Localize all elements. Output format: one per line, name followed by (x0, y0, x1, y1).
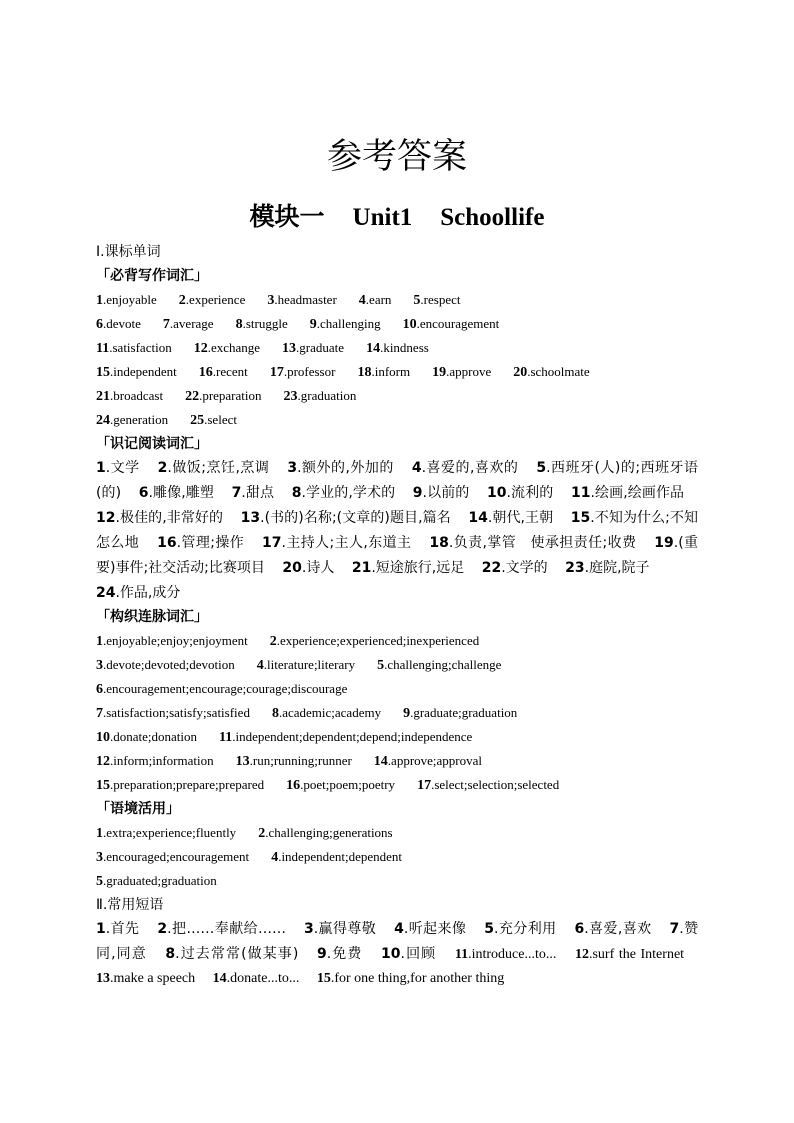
item-number: 9 (412, 485, 423, 501)
item-number: 10 (381, 946, 401, 962)
item-number: 4 (256, 658, 264, 673)
answer-item (417, 777, 559, 792)
item-answer: .enjoyable (103, 292, 157, 307)
answer-line (96, 653, 698, 677)
item-number: 7 (162, 317, 170, 332)
answer-item (96, 633, 248, 648)
answer-line (96, 312, 698, 336)
answer-item (139, 485, 214, 501)
item-answer: .回顾 (400, 946, 437, 962)
item-answer: .绘画,绘画作品 (590, 485, 685, 501)
item-answer: .喜爱的,喜欢的 (421, 460, 519, 476)
item-answer: .极佳的,非常好的 (115, 510, 224, 526)
item-number: 6 (574, 921, 585, 937)
answer-item (377, 657, 501, 672)
item-number: 8 (271, 706, 279, 721)
item-answer: .喜爱,喜欢 (584, 921, 652, 937)
item-number: 5 (96, 874, 103, 889)
item-number: 22 (481, 560, 502, 576)
answer-item (282, 560, 334, 576)
item-number: 6 (96, 682, 103, 697)
answer-item (574, 921, 651, 937)
item-answer: .不知为什么;不知怎么地 (96, 510, 699, 551)
item-answer: .preparation (199, 388, 262, 403)
item-answer: .graduate;graduation (410, 705, 518, 720)
item-answer: .challenging (316, 316, 381, 331)
answer-item (270, 364, 336, 379)
item-number: 6 (138, 485, 149, 501)
item-answer: .免费 (326, 946, 363, 962)
item-number: 25 (190, 413, 205, 428)
item-answer: .donate;donation (110, 729, 198, 744)
answer-item (236, 753, 352, 768)
item-number: 19 (432, 365, 447, 380)
item-number: 8 (291, 485, 302, 501)
answer-item (286, 777, 395, 792)
answer-item (317, 971, 504, 986)
item-number: 16 (198, 365, 213, 380)
item-number: 3 (287, 460, 298, 476)
item-number: 12 (574, 947, 589, 962)
item-answer: .experience;experienced;inexperienced (276, 633, 480, 648)
item-answer: .雕像,雕塑 (148, 485, 214, 501)
answer-item (429, 535, 636, 551)
item-answer: .西班牙(人)的;西班牙语(的) (96, 460, 699, 501)
item-number: 1 (96, 293, 103, 308)
answer-line (96, 629, 698, 653)
answer-item (190, 412, 237, 427)
item-number: 13 (96, 971, 110, 986)
item-answer: .generation (110, 412, 169, 427)
item-number: 12 (193, 341, 208, 356)
item-number: 18 (429, 535, 449, 551)
item-number: 24 (96, 413, 110, 428)
answer-item (267, 292, 336, 307)
item-answer: .短途旅行,远足 (371, 560, 465, 576)
item-number: 20 (282, 560, 302, 576)
item-answer: .surf the Internet (588, 947, 685, 962)
item-answer: .管理;操作 (176, 535, 245, 551)
item-answer: .(书的)名称;(文章的)题目,篇名 (260, 510, 451, 526)
item-answer: .首先 (105, 921, 140, 937)
item-answer: .inform;information (110, 753, 214, 768)
answer-item (482, 560, 548, 576)
item-answer: .以前的 (422, 485, 470, 501)
item-answer: .donate...to... (226, 971, 300, 986)
answer-item (163, 316, 214, 331)
answer-item (96, 921, 139, 937)
item-answer: .做饭;烹饪,烹调 (167, 460, 270, 476)
item-number: 15 (96, 365, 110, 380)
answer-item (165, 946, 298, 962)
item-number: 7 (669, 921, 680, 937)
answer-item (571, 485, 684, 501)
answer-item (96, 753, 214, 768)
item-number: 5 (484, 921, 495, 937)
item-number: 3 (96, 658, 103, 673)
item-number: 2 (178, 293, 186, 308)
item-answer: .for one thing,for another thing (330, 971, 505, 986)
answer-item (413, 292, 460, 307)
answer-item (374, 753, 482, 768)
item-answer: .inform (371, 364, 411, 379)
answer-item (241, 510, 451, 526)
item-number: 10 (487, 485, 507, 501)
item-answer: .额外的,外加的 (297, 460, 394, 476)
item-answer: .文学的 (501, 560, 548, 576)
answer-item (271, 849, 402, 864)
answer-line (96, 701, 698, 725)
answer-item (96, 849, 249, 864)
answer-item (357, 364, 410, 379)
write-vocab-list (96, 288, 698, 432)
item-answer: .broadcast (110, 388, 164, 403)
answer-line (96, 821, 698, 845)
item-answer: .professor (283, 364, 336, 379)
item-number: 7 (96, 706, 103, 721)
item-answer: .satisfaction (109, 340, 172, 355)
item-number: 23 (565, 560, 585, 576)
item-answer: .satisfaction;satisfy;satisfied (103, 705, 250, 720)
answer-line (96, 845, 698, 869)
item-number: 17 (417, 778, 432, 793)
item-answer: .主持人;主人,东道主 (281, 535, 412, 551)
page-title: 参考答案 (326, 137, 467, 177)
item-answer: .graduate (296, 340, 345, 355)
item-number: 4 (394, 921, 404, 937)
item-answer: .kindness (380, 340, 429, 355)
answer-line (96, 677, 698, 701)
topic-label: Schoollife (440, 204, 545, 231)
answer-line (96, 360, 698, 384)
answer-item (381, 946, 436, 962)
item-answer: .approve;approval (387, 753, 483, 768)
answer-item (484, 921, 556, 937)
answer-item (96, 388, 163, 403)
item-number: 2 (157, 921, 168, 937)
item-number: 3 (267, 293, 275, 308)
item-answer: .exchange (207, 340, 261, 355)
answer-item (304, 921, 376, 937)
item-number: 11 (219, 730, 233, 745)
item-number: 6 (96, 317, 103, 332)
item-number: 13 (235, 754, 250, 769)
answer-item (565, 560, 649, 576)
link-vocab-heading: 「构织连脉词汇」 (96, 609, 208, 625)
section-vocabulary-heading: Ⅰ.课标单词 (96, 244, 161, 260)
item-number: 21 (351, 560, 372, 576)
item-answer: .encouragement;encourage;courage;discourage (103, 681, 348, 696)
answer-item (96, 657, 235, 672)
answer-item (179, 292, 246, 307)
answer-line (96, 336, 698, 360)
answer-item (282, 340, 344, 355)
answer-item (359, 292, 392, 307)
item-answer: .recent (212, 364, 248, 379)
item-number: 5 (377, 658, 385, 673)
item-answer: .academic;academy (278, 705, 382, 720)
answer-item (96, 681, 347, 696)
answer-item (96, 364, 177, 379)
item-number: 15 (96, 778, 110, 793)
answer-item (157, 921, 286, 937)
answer-item (432, 364, 491, 379)
item-answer: .introduce...to... (468, 947, 557, 962)
item-number: 23 (283, 389, 298, 404)
answer-item (213, 971, 300, 986)
item-answer: .赢得尊敬 (313, 921, 377, 937)
item-answer: .甜点 (241, 485, 275, 501)
answer-item (284, 388, 357, 403)
item-answer: .文学 (105, 460, 140, 476)
answer-item (96, 729, 197, 744)
item-answer: .independent;dependent (278, 849, 403, 864)
section-phrases-heading: Ⅱ.常用短语 (96, 897, 164, 913)
item-number: 11 (570, 485, 591, 501)
item-number: 10 (96, 730, 110, 745)
answer-item (412, 460, 519, 476)
item-answer: .encouraged;encouragement (103, 849, 250, 864)
item-answer: .earn (365, 292, 392, 307)
phrases-paragraph (96, 917, 698, 991)
item-answer: .赞同,同意 (96, 921, 699, 962)
item-answer: .extra;experience;fluently (103, 825, 237, 840)
answer-item (96, 705, 250, 720)
item-number: 16 (157, 535, 177, 551)
answer-item (487, 485, 553, 501)
item-number: 9 (403, 706, 411, 721)
module-label: 模块一 (249, 202, 325, 231)
item-answer: .devote;devoted;devotion (103, 657, 235, 672)
item-number: 14 (212, 971, 227, 986)
answer-item (272, 705, 381, 720)
answer-item (96, 971, 195, 986)
answer-line (96, 869, 698, 893)
item-number: 17 (269, 365, 284, 380)
answer-item (352, 560, 464, 576)
item-answer: .graduated;graduation (103, 873, 217, 888)
answer-body (96, 240, 698, 991)
item-number: 11 (96, 341, 110, 356)
item-answer: .independent;dependent;depend;independence (232, 729, 473, 744)
item-answer: .(重要)事件;社交活动;比赛项目 (96, 535, 699, 576)
answer-line (96, 725, 698, 749)
item-number: 17 (262, 535, 282, 551)
item-number: 8 (235, 317, 243, 332)
item-answer: .enjoyable;enjoy;enjoyment (103, 633, 248, 648)
item-number: 20 (513, 365, 528, 380)
item-number: 22 (185, 389, 200, 404)
answer-line (96, 749, 698, 773)
item-answer: .approve (446, 364, 492, 379)
item-number: 15 (570, 510, 591, 526)
item-answer: .把……奉献给…… (167, 921, 287, 937)
item-number: 14 (366, 341, 381, 356)
item-answer: .literature;literary (263, 657, 356, 672)
item-number: 12 (96, 510, 116, 526)
item-answer: .respect (420, 292, 461, 307)
item-number: 13 (282, 341, 297, 356)
item-number: 1 (96, 634, 103, 649)
item-answer: .preparation;prepare;prepared (110, 777, 265, 792)
answer-item (513, 364, 589, 379)
answer-item (158, 460, 270, 476)
item-answer: .struggle (242, 316, 288, 331)
answer-item (310, 316, 381, 331)
answer-item (270, 633, 479, 648)
answer-line (96, 773, 698, 797)
item-number: 21 (96, 389, 110, 404)
item-number: 2 (157, 460, 168, 476)
item-answer: .run;running;runner (249, 753, 352, 768)
context-list (96, 821, 698, 893)
answer-item (185, 388, 261, 403)
answer-item (219, 729, 472, 744)
item-number: 10 (402, 317, 417, 332)
answer-item (292, 485, 395, 501)
item-number: 2 (258, 826, 266, 841)
answer-item (366, 340, 429, 355)
read-vocab-heading: 「识记阅读词汇」 (96, 436, 208, 452)
item-number: 9 (316, 946, 327, 962)
item-number: 14 (373, 754, 388, 769)
answer-item (194, 340, 260, 355)
item-answer: .independent (110, 364, 177, 379)
answer-item (232, 485, 275, 501)
answer-item (262, 535, 411, 551)
item-number: 4 (271, 850, 279, 865)
answer-item (257, 657, 355, 672)
item-number: 3 (96, 850, 103, 865)
item-answer: .流利的 (506, 485, 554, 501)
item-number: 5 (413, 293, 421, 308)
answer-item (455, 947, 557, 962)
item-number: 3 (303, 921, 314, 937)
answer-item (468, 510, 553, 526)
answer-item (287, 460, 394, 476)
item-number: 4 (411, 460, 422, 476)
answer-item (236, 316, 288, 331)
item-number: 1 (96, 921, 106, 937)
item-number: 8 (165, 946, 176, 962)
item-answer: .庭院,院子 (584, 560, 650, 576)
answer-item (96, 316, 141, 331)
item-answer: .schoolmate (527, 364, 590, 379)
item-number: 5 (536, 460, 547, 476)
answer-item (157, 535, 244, 551)
item-number: 16 (286, 778, 301, 793)
unit-label: Unit1 (352, 204, 413, 231)
item-answer: .学业的,学术的 (301, 485, 396, 501)
item-number: 15 (316, 971, 331, 986)
answer-item (96, 340, 172, 355)
item-answer: .听起来像 (403, 921, 467, 937)
answer-item (96, 825, 236, 840)
unit-heading (0, 199, 794, 236)
item-answer: .challenging;generations (265, 825, 393, 840)
item-number: 12 (96, 754, 110, 769)
answer-line (96, 384, 698, 408)
item-number: 4 (358, 293, 366, 308)
answer-item (394, 921, 466, 937)
answer-item (96, 873, 217, 888)
answer-item (403, 316, 500, 331)
item-number: 18 (357, 365, 372, 380)
item-answer: .充分利用 (494, 921, 557, 937)
item-number: 14 (468, 510, 488, 526)
item-answer: .make a speech (110, 971, 196, 986)
item-number: 1 (96, 826, 103, 841)
item-number: 19 (654, 535, 674, 551)
answer-item (96, 292, 157, 307)
item-number: 9 (309, 317, 317, 332)
answer-item (258, 825, 392, 840)
item-number: 2 (269, 634, 277, 649)
answer-line (96, 408, 698, 432)
item-answer: .过去常常(做某事) (175, 946, 299, 962)
item-number: 7 (231, 485, 242, 501)
item-number: 1 (96, 460, 106, 476)
answer-item (96, 510, 223, 526)
item-answer: .encouragement (416, 316, 500, 331)
item-answer: .select (204, 412, 237, 427)
answer-item (199, 364, 248, 379)
link-vocab-list (96, 629, 698, 797)
item-answer: .devote (103, 316, 141, 331)
answer-line (96, 288, 698, 312)
item-answer: .challenging;challenge (384, 657, 502, 672)
answer-item (96, 460, 140, 476)
answer-item (96, 412, 168, 427)
answer-item (575, 947, 684, 962)
context-heading: 「语境活用」 (96, 801, 180, 817)
item-answer: .select;selection;selected (431, 777, 560, 792)
item-answer: .experience (185, 292, 246, 307)
item-answer: .graduation (297, 388, 357, 403)
item-answer: .headmaster (274, 292, 337, 307)
item-answer: .诗人 (301, 560, 335, 576)
answer-item (403, 705, 517, 720)
item-answer: .average (169, 316, 214, 331)
read-vocab-paragraph (96, 456, 698, 581)
item-answer: .朝代,王朝 (487, 510, 554, 526)
answer-item (96, 777, 264, 792)
answer-item (317, 946, 362, 962)
item-answer: .poet;poem;poetry (300, 777, 396, 792)
write-vocab-heading: 「必背写作词汇」 (96, 268, 208, 284)
answer-item (413, 485, 470, 501)
item-number: 11 (454, 947, 469, 962)
item-answer: .负责,掌管 使承担责任;收费 (448, 535, 637, 551)
item-number: 13 (240, 510, 261, 526)
read-vocab-last: 24.作品,成分 (96, 585, 181, 601)
